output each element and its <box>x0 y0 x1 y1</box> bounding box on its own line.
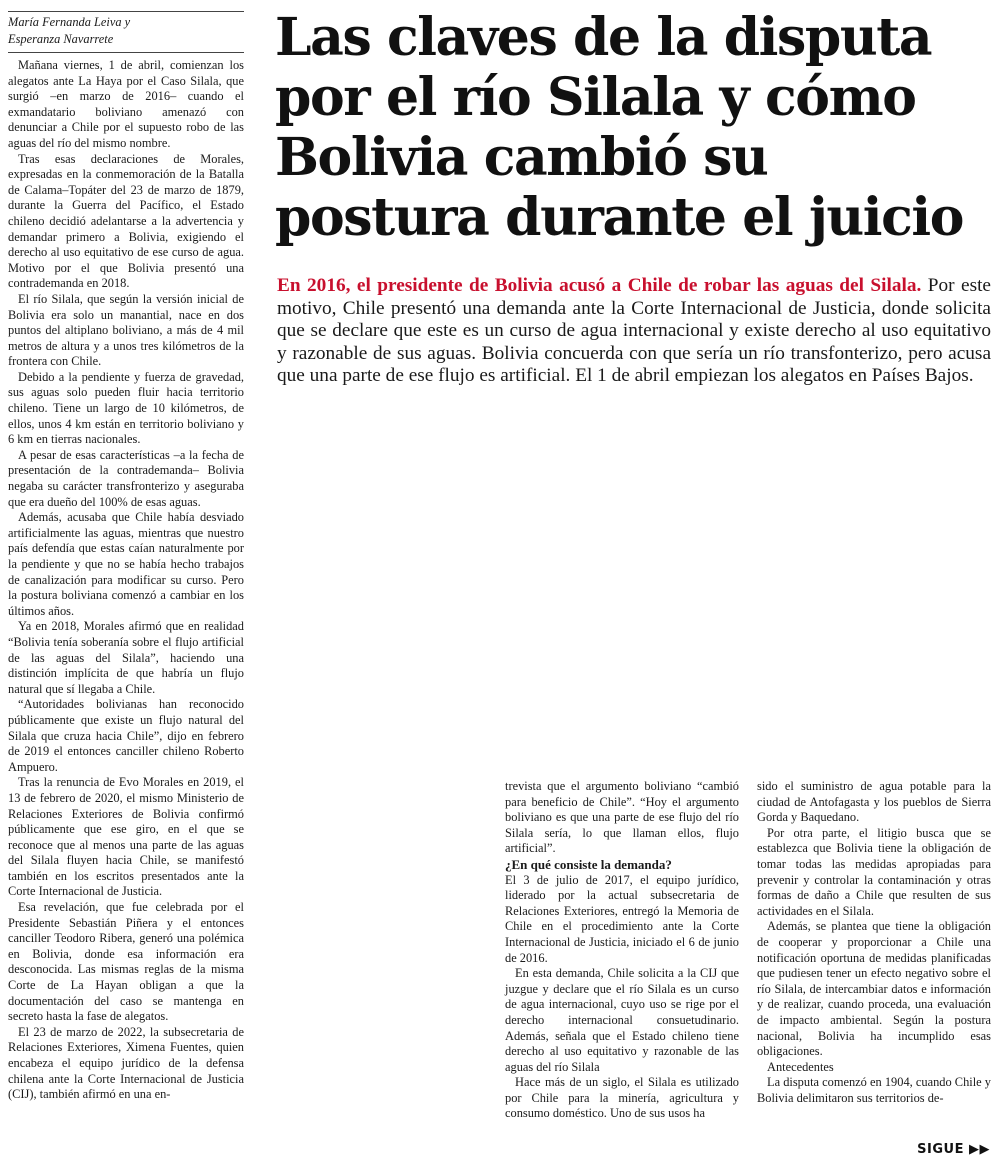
right-section-label: Antecedentes <box>767 1059 834 1074</box>
right-paragraph: La disputa comenzó en 1904, cuando Chile y Bolivia delimitaron sus territorios de- <box>757 1075 991 1105</box>
left-paragraph: A pesar de esas características –a la fecha de presentación de la contrademanda– Bolivia negaba su carácter transfronterizo y aseguraba que era dueño del 100% de esas aguas. <box>8 447 244 509</box>
section-subhead: ¿En qué consiste la demanda? <box>505 856 672 872</box>
middle-paragraph: Hace más de un siglo, el Silala es utilizado por Chile para la minería, agricultura y consumo doméstico. Uno de sus usos ha <box>505 1075 739 1121</box>
middle-paragraph: El 3 de julio de 2017, el equipo jurídico, liderado por la actual subsecretaria de Relaciones Exteriores, entregó la Memoria de Chile en el procedimiento ante la Corte Internacional de Justicia, iniciado el 6 de junio de 2016. <box>505 872 739 965</box>
left-paragraph: Tras esas declaraciones de Morales, expresadas en la conmemoración de la Batalla de Calama–Topáter del 23 de marzo de 1879, durante la Guerra del Pacífico, el Estado chileno decidió adelantarse a la advertencia y demandar primero a Bolivia, exigiendo el derecho al uso equitativo de ese curso de agua. Motivo por el que Bolivia presentó una contrademanda en 2018. <box>8 151 244 291</box>
double-arrow-right-icon: ▶▶ <box>969 1142 990 1157</box>
byline <box>8 14 244 48</box>
left-column <box>8 58 244 1103</box>
left-paragraph: Mañana viernes, 1 de abril, comienzan los alegatos ante La Haya por el Caso Silala, que surgió –en marzo de 2016– cuando el exmandatario boliviano amenazó con denunciar a Chile por el supuesto robo de las aguas del río del mismo nombre. <box>8 58 244 150</box>
lede-highlight: En 2016, el presidente de Bolivia acusó a Chile de robar las aguas del Silala. <box>277 275 922 296</box>
middle-column <box>505 779 739 1122</box>
left-paragraph: Ya en 2018, Morales afirmó que en realidad “Bolivia tenía soberanía sobre el flujo artificial de las aguas del Silala”, haciendo una distinción implícita de que habría un flujo natural que sí llegaba a Chile. <box>8 619 244 696</box>
byline-line-2: Esperanza Navarrete <box>8 32 114 46</box>
continue-marker <box>917 1142 990 1157</box>
left-paragraph: El río Silala, que según la versión inicial de Bolivia era solo un manantial, nace en dos puntos del altiplano boliviano, a más de 4 mil metros de altura y a unos tres kilómetros de la frontera con Chile. <box>8 291 244 369</box>
right-continuation: sido el suministro de agua potable para la ciudad de Antofagasta y los pueblos de Sierra Gorda y Baquedano. <box>757 779 991 825</box>
left-paragraph: “Autoridades bolivianas han reconocido públicamente que existe un flujo natural del Silala que cruza hacia Chile”, dijo en febrero de 2019 el entonces canciller chileno Roberto Ampuero. <box>8 697 244 774</box>
left-paragraph: Además, acusaba que Chile había desviado artificialmente las aguas, mientras que nuestro país defendía que estas caían naturalmente por la pendiente y que no se había hecho trabajos de canalización para modificar su curso. Pero la postura boliviana comenzó a cambiar en los últimos años. <box>8 510 244 618</box>
left-paragraph: Esa revelación, que fue celebrada por el Presidente Sebastián Piñera y el entonces canciller Teodoro Ribera, generó una polémica en Bolivia, donde esa información era desconocida. Las mismas reglas de la misma Corte de La Hayan obligan a que la documentación del caso se mantenga en secreto hasta la fase de alegatos. <box>8 900 244 1024</box>
byline-top-rule <box>8 11 244 12</box>
middle-paragraph: En esta demanda, Chile solicita a la CIJ que juzgue y declare que el río Silala es un curso de agua internacional, cuyo uso se rige por el derecho internacional consuetudinario. Además, señala que el Estado chileno tiene derecho al uso equitativo y razonable de las aguas del río Silala <box>505 966 739 1074</box>
lede <box>277 275 991 388</box>
headline: Las claves de la disputa por el río Silala y cómo Bolivia cambió su postura durante el juicio <box>275 7 964 248</box>
left-paragraph: El 23 de marzo de 2022, la subsecretaria de Relaciones Exteriores, Ximena Fuentes, quien encabeza el equipo jurídico de la defensa chilena ante la Corte Internacional de Justicia (CIJ), también afirmó en una en- <box>8 1024 244 1102</box>
right-column <box>757 779 991 1106</box>
continue-label: SIGUE <box>917 1142 964 1157</box>
lede-body: Por este motivo, Chile presentó una demanda ante la Corte Internacional de Justicia, donde solicita que se declare que este es un curso de agua internacional y existe derecho al uso equitativo y razonable de sus aguas. Bolivia concuerda con que sería un río transfonterizo, pero acusa que una parte de ese flujo es artificial. El 1 de abril empiezan los alegatos en Países Bajos. <box>277 275 991 387</box>
right-paragraph: Además, se plantea que tiene la obligación de cooperar y proporcionar a Chile una notificación oportuna de medidas planificadas que pudiesen tener un efecto negativo sobre el río Silala, de intercambiar datos e información y de realizar, cuando proceda, una evaluación de impacto ambiental. Según la postura nacional, Bolivia ha incumplido esas obligaciones. <box>757 919 991 1059</box>
middle-continuation: trevista que el argumento boliviano “cambió para beneficio de Chile”. “Hoy el argumento boliviano es que una parte de ese flujo del río Silala sería, lo que llaman ellos, flujo artificial”. <box>505 779 739 856</box>
left-paragraph: Tras la renuncia de Evo Morales en 2019, el 13 de febrero de 2020, el mismo Ministerio de Relaciones Exteriores de Bolivia confirmó públicamente que ese giro, en el que se reconoce que al menos una parte de las aguas del Silala fluyen hacia Chile, se manifestó también en los escritos presentados ante la Corte Internacional de Justicia. <box>8 775 244 899</box>
byline-bottom-rule <box>8 52 244 53</box>
byline-line-1: María Fernanda Leiva y <box>8 15 131 29</box>
left-paragraph: Debido a la pendiente y fuerza de gravedad, sus aguas solo pueden fluir hacia territorio chileno. Tiene un largo de 10 kilómetros, de ellos, unos 4 km están en territorio boliviano y 6 km en tierras nacionales. <box>8 369 244 447</box>
right-paragraph: Por otra parte, el litigio busca que se establezca que Bolivia tiene la obligación de tomar todas las medidas apropiadas para prevenir y controlar la contaminación y otras formas de daño a Chile que resulten de sus actividades en el Silala. <box>757 825 991 918</box>
